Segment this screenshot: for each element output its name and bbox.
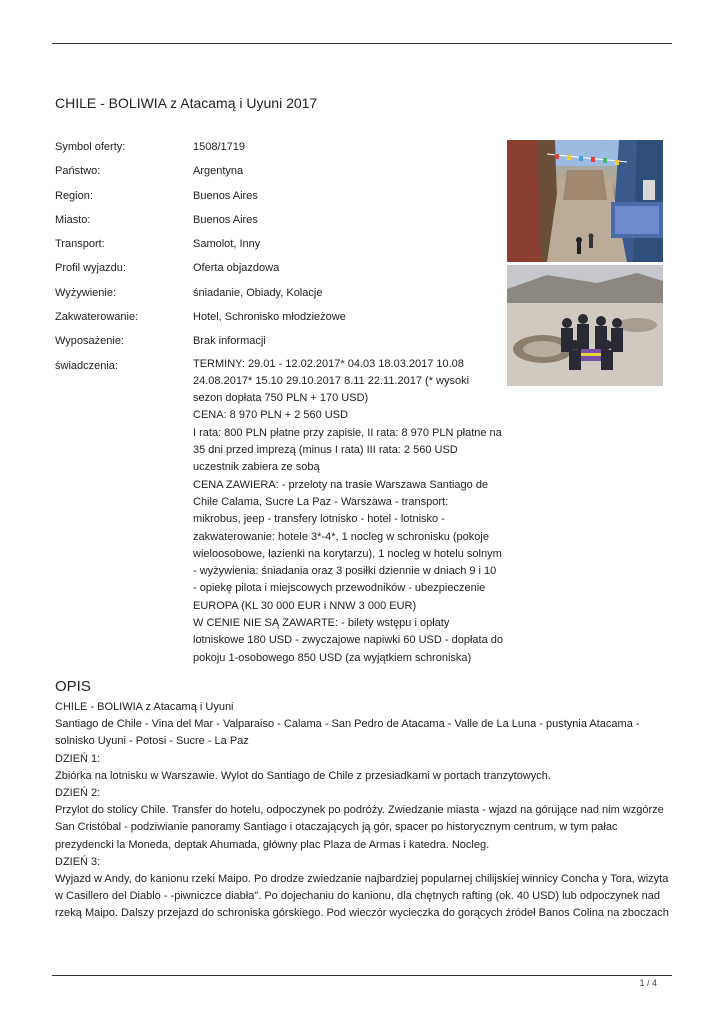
page-title: CHILE - BOLIWIA z Atacamą i Uyuni 2017 — [55, 95, 318, 111]
field-label: Wyżywienie: — [55, 286, 117, 299]
field-row — [55, 334, 505, 349]
opis-body — [55, 699, 675, 923]
opis-line: solnisko Uyuni - Potosi - Sucre - La Paz — [55, 735, 249, 748]
swiadczenia-line: zakwaterowanie: hotele 3*-4*, 1 nocleg w schronisku (pokoje — [193, 530, 489, 543]
swiadczenia-text — [193, 356, 505, 667]
swiadczenia-label: świadczenia: — [55, 359, 118, 372]
opis-line: Wyjazd w Andy, do kanionu rzeki Maipo. Po drodze zwiedzanie najbardziej popularnej chilijskiej winnicy Concha y Tora, wizyta — [55, 873, 669, 886]
field-row — [55, 140, 505, 155]
header-rule — [52, 43, 672, 44]
opis-line: rzeką Maipo. Dalszy przejazd do schroniska górskiego. Pod wieczór wycieczka do gorących źródeł Banos Colina na zboczach — [55, 907, 669, 920]
swiadczenia-line: lotniskowe 180 USD - zwyczajowe napiwki 60 USD - dopłata do — [193, 634, 503, 647]
swiadczenia-line: sezon dopłata 750 PLN + 170 USD) — [193, 392, 369, 405]
photo-valparaiso-street-image — [507, 140, 663, 262]
swiadczenia-line: uczestnik zabiera ze sobą — [193, 461, 320, 474]
field-label: Region: — [55, 189, 93, 202]
swiadczenia-line: 35 dni przed imprezą (minus I rata) III rata: 2 560 USD — [193, 444, 458, 457]
field-value: Buenos Aires — [193, 189, 258, 202]
field-value: Hotel, Schronisko młodzieżowe — [193, 310, 346, 323]
field-row — [55, 213, 505, 228]
field-value: Buenos Aires — [193, 213, 258, 226]
swiadczenia-line: - opiekę pilota i miejscowych przewodników - ubezpieczenie — [193, 582, 486, 595]
field-row — [55, 310, 505, 325]
field-label: Miasto: — [55, 213, 91, 226]
opis-line: w Casillero del Diablo - -piwniczce diabła". Po dojechaniu do kanionu, dla chętnych rafting (ok. 40 USD) lub odpoczynek nad — [55, 890, 660, 903]
opis-line: DZIEŃ 3: — [55, 855, 101, 868]
field-row — [55, 237, 505, 252]
field-value: Argentyna — [193, 165, 244, 178]
opis-line: Santiago de Chile - Vina del Mar - Valparaiso - Calama - San Pedro de Atacama - Valle de La Luna - pustynia Atacama - — [55, 718, 640, 731]
field-label: Profil wyjazdu: — [55, 262, 126, 275]
offer-details — [55, 140, 505, 677]
opis-line: Zbiórka na lotnisku w Warszawie. Wylot do Santiago de Chile z przesiadkami w portach tranzytowych. — [55, 769, 551, 782]
swiadczenia-line: pokoju 1-osobowego 850 USD (za wyjątkiem schroniska) — [193, 651, 472, 664]
swiadczenia-line: I rata: 800 PLN płatne przy zapisie, II rata: 8 970 PLN płatne na — [193, 426, 502, 439]
photo-group-at-geyser — [507, 265, 663, 386]
field-label: Symbol oferty: — [55, 141, 126, 153]
opis-line: CHILE - BOLIWIA z Atacamą i Uyuni — [55, 701, 234, 713]
photo-valparaiso-street — [507, 140, 663, 262]
opis-line: DZIEŃ 2: — [55, 787, 101, 800]
swiadczenia-line: wieloosobowe, łazienki na korytarzu), 1 nocleg w hotelu solnym — [193, 547, 502, 560]
footer-rule — [52, 975, 672, 976]
field-value: Brak informacji — [193, 335, 266, 348]
swiadczenia-line: Chile Calama, Sucre La Paz - Warszawa - transport: — [193, 495, 449, 508]
opis-heading: OPIS — [55, 678, 91, 695]
swiadczenia-line: - wyżywienia: śniadania oraz 3 posiłki dziennie w dniach 9 i 10 — [193, 565, 497, 578]
swiadczenia-line: CENA ZAWIERA: - przeloty na trasie Warszawa Santiago de — [193, 478, 489, 491]
swiadczenia-row — [55, 359, 505, 667]
opis-line: Przylot do stolicy Chile. Transfer do hotelu, odpoczynek po podróży. Zwiedzanie miasta - wjazd na górujące nad nim wzgórze — [55, 804, 664, 817]
field-label: Transport: — [55, 238, 105, 251]
field-label: Zakwaterowanie: — [55, 310, 139, 323]
opis-line: prezydencki la Moneda, deptak Ahumada, główny plac Plaza de Armas i katedra. Nocleg. — [55, 838, 490, 851]
field-value: Oferta objazdowa — [193, 262, 280, 275]
page-number: 1 / 4 — [639, 978, 657, 988]
swiadczenia-line: CENA: 8 970 PLN + 2 560 USD — [193, 409, 348, 422]
field-label: Wyposażenie: — [55, 335, 124, 348]
field-label: Państwo: — [55, 165, 101, 178]
opis-line: DZIEŃ 1: — [55, 752, 101, 765]
swiadczenia-line: mikrobus, jeep - transfery lotnisko - hotel - lotnisko - — [193, 513, 445, 526]
swiadczenia-line: EUROPA (KL 30 000 EUR i NNW 3 000 EUR) — [193, 599, 417, 612]
field-row — [55, 286, 505, 301]
field-row — [55, 189, 505, 204]
field-value: 1508/1719 — [193, 141, 245, 153]
photo-group-at-geyser-image — [507, 265, 663, 386]
opis-line: San Cristóbal - podziwianie panoramy Santiago i otaczających ją gór, spacer po historycznym centrum, w tym pałac — [55, 821, 618, 834]
swiadczenia-line: 24.08.2017* 15.10 29.10.2017 8.11 22.11.2017 (* wysoki — [193, 374, 470, 387]
swiadczenia-line: TERMINY: 29.01 - 12.02.2017* 04.03 18.03.2017 10.08 — [193, 357, 464, 370]
field-row — [55, 261, 505, 276]
swiadczenia-line: W CENIE NIE SĄ ZAWARTE: - bilety wstępu i opłaty — [193, 616, 450, 629]
field-value: śniadanie, Obiady, Kolacje — [193, 286, 323, 299]
field-row — [55, 164, 505, 179]
field-value: Samolot, Inny — [193, 238, 261, 251]
